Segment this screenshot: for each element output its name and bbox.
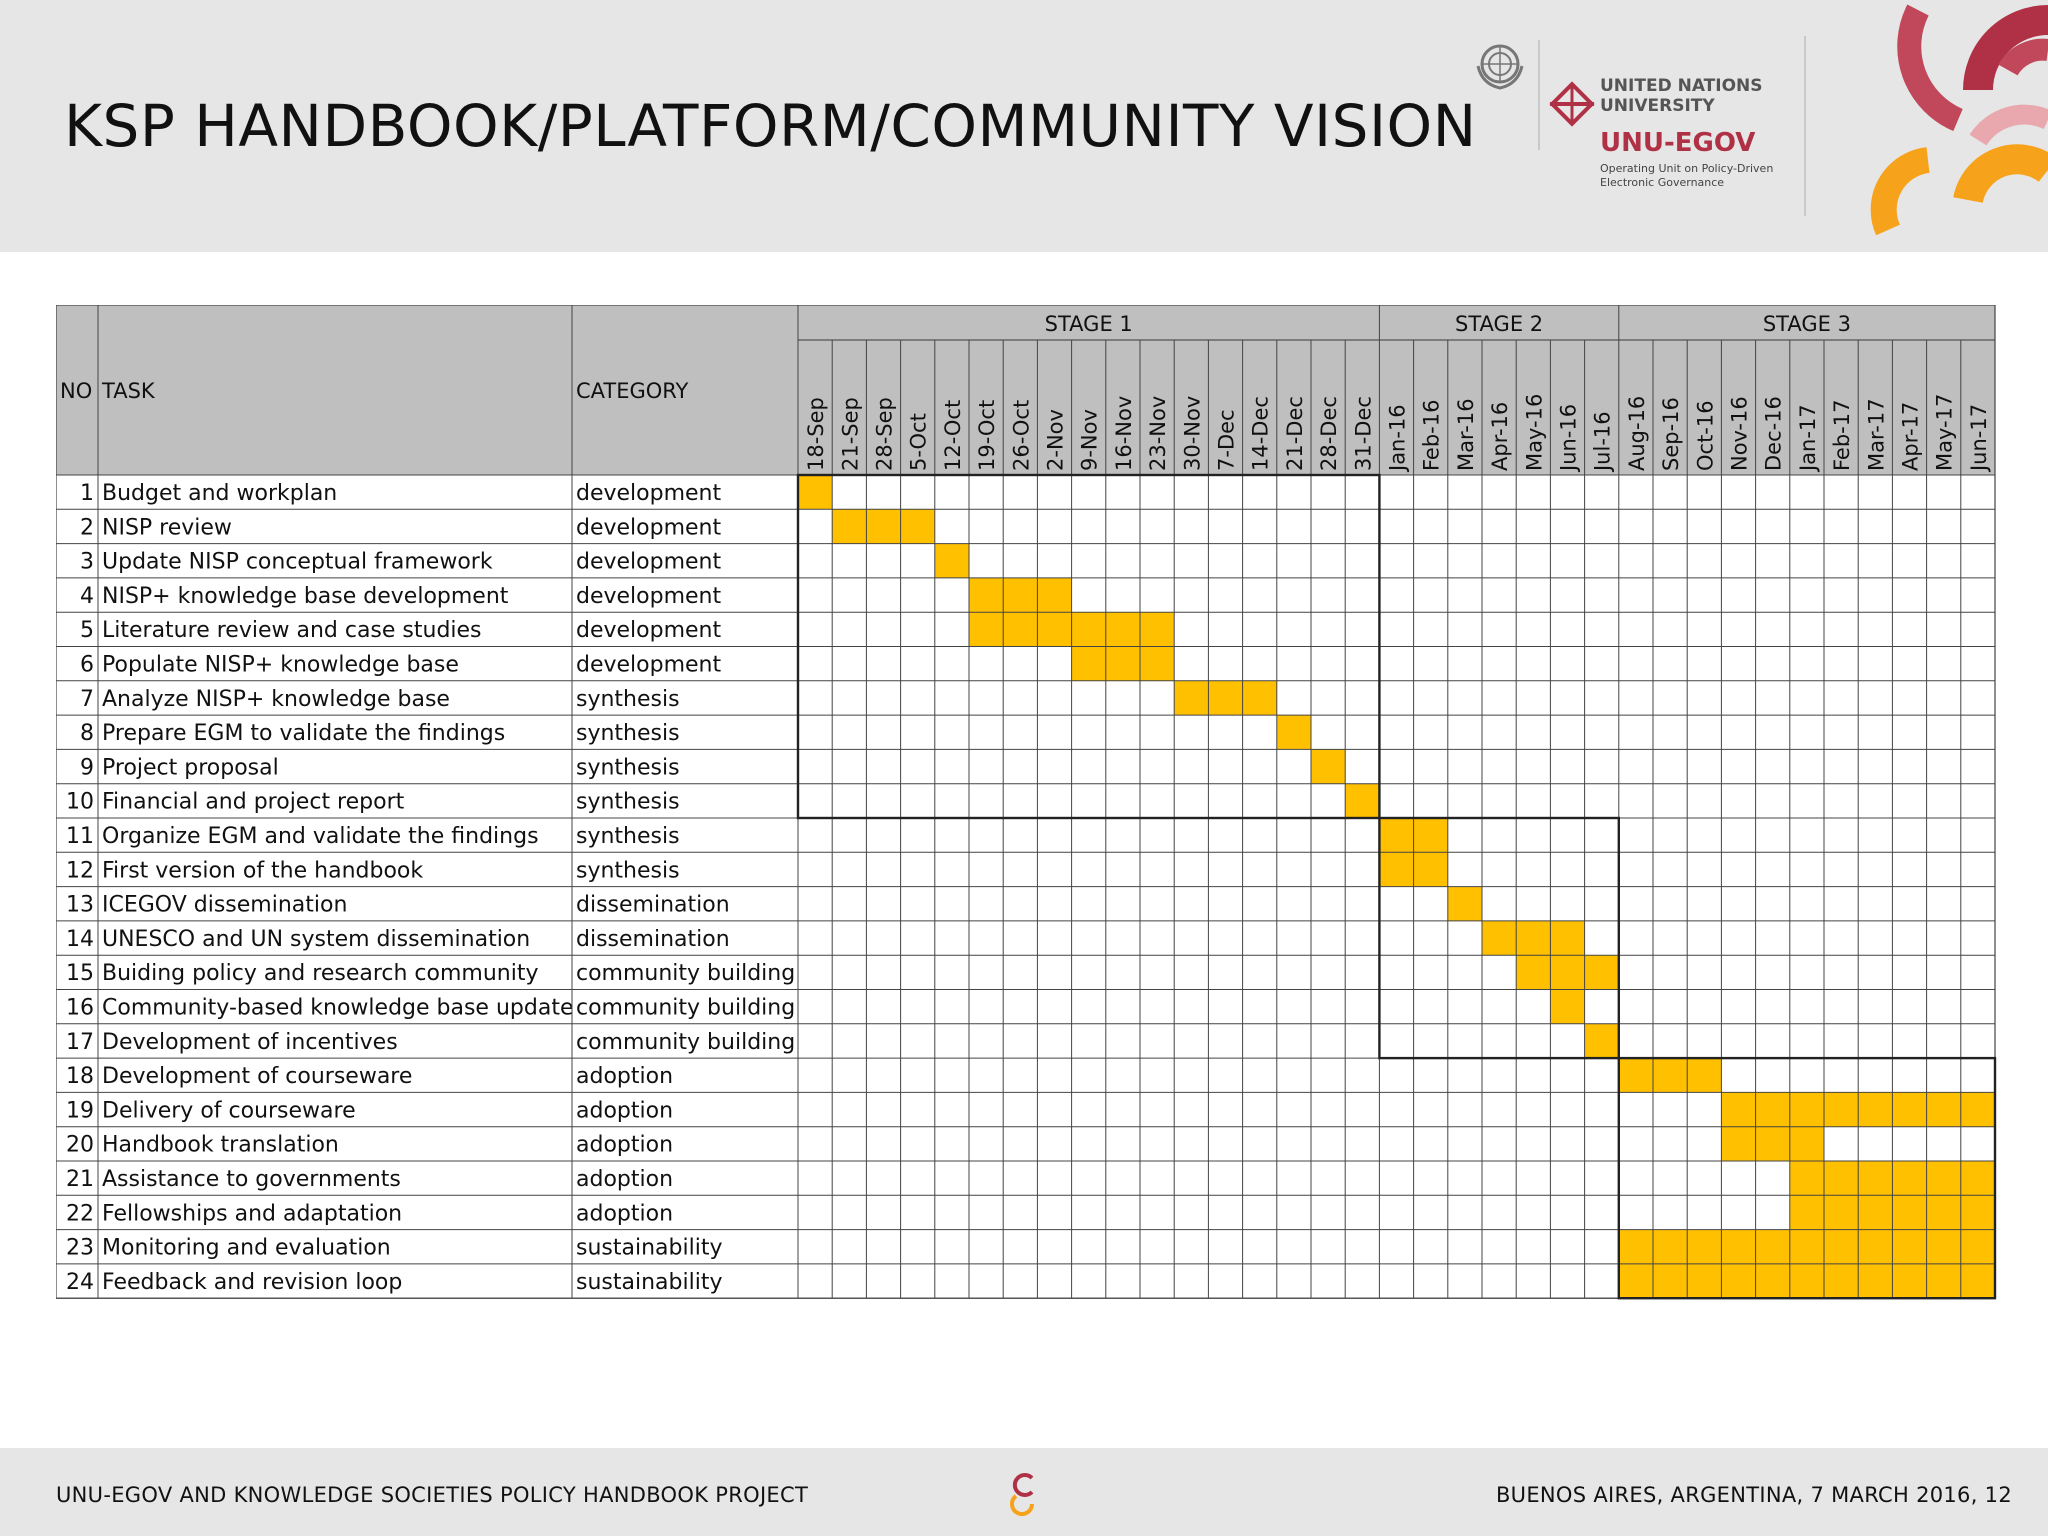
row-category: community building (576, 995, 796, 1021)
row-category: adoption (576, 1098, 674, 1124)
gantt-active-cell (1379, 852, 1413, 886)
gantt-active-cell (935, 544, 969, 578)
row-task: Budget and workplan (102, 481, 338, 506)
gantt-active-cell (1756, 1127, 1790, 1161)
gantt-active-cell (1892, 1230, 1926, 1264)
gantt-active-cell (1721, 1230, 1755, 1264)
unu-egov-logo (1470, 30, 1830, 220)
gantt-active-cell (1140, 612, 1174, 646)
slide-footer (0, 1448, 2048, 1536)
gantt-active-cell (1824, 1264, 1858, 1298)
gantt-active-cell (1379, 818, 1413, 852)
gantt-active-cell (1721, 1092, 1755, 1126)
row-number: 10 (66, 789, 94, 815)
period-header: 2-Nov (1043, 409, 1068, 471)
egov-mark-icon (1008, 1466, 1040, 1518)
row-number: 4 (80, 583, 94, 609)
period-header: 21-Dec (1282, 396, 1307, 471)
row-number: 17 (66, 1029, 94, 1055)
gantt-active-cell (1927, 1264, 1961, 1298)
row-category: adoption (576, 1167, 674, 1192)
row-category: adoption (576, 1201, 674, 1227)
column-header-task: TASK (102, 379, 155, 403)
gantt-active-cell (1721, 1127, 1755, 1161)
row-number: 11 (66, 824, 94, 849)
stage-header: STAGE 2 (1455, 312, 1544, 336)
gantt-active-cell (1243, 681, 1277, 715)
gantt-active-cell (1824, 1195, 1858, 1229)
row-number: 22 (66, 1201, 94, 1227)
period-header: Feb-17 (1830, 399, 1855, 471)
header-divider (1804, 36, 1806, 216)
period-header: Apr-16 (1488, 401, 1513, 471)
period-header: May-17 (1932, 393, 1957, 471)
row-category: adoption (576, 1064, 674, 1090)
gantt-active-cell (1756, 1230, 1790, 1264)
gantt-active-cell (1858, 1161, 1892, 1195)
period-header: Apr-17 (1898, 401, 1923, 471)
period-header: Jan-16 (1385, 404, 1410, 471)
row-category: community building (576, 961, 796, 987)
row-number: 21 (66, 1167, 94, 1192)
gantt-active-cell (1790, 1092, 1824, 1126)
row-task: UNESCO and UN system dissemination (102, 926, 531, 952)
gantt-active-cell (1687, 1264, 1721, 1298)
gantt-active-cell (969, 612, 1003, 646)
period-header: 21-Sep (838, 397, 863, 471)
period-header: Mar-16 (1453, 398, 1478, 471)
stage-header: STAGE 1 (1044, 312, 1133, 336)
gantt-active-cell (1550, 921, 1584, 955)
period-header: Dec-16 (1761, 396, 1786, 471)
gantt-active-cell (1619, 1058, 1653, 1092)
gantt-active-cell (1927, 1195, 1961, 1229)
gantt-active-cell (1824, 1161, 1858, 1195)
period-header: Jul-16 (1590, 411, 1615, 471)
gantt-active-cell (1927, 1161, 1961, 1195)
row-task: Prepare EGM to validate the findings (102, 721, 506, 747)
gantt-active-cell (1961, 1161, 1995, 1195)
gantt-active-cell (1961, 1195, 1995, 1229)
gantt-active-cell (1858, 1092, 1892, 1126)
row-category: sustainability (576, 1269, 723, 1295)
slide-title: KSP HANDBOOK/PLATFORM/COMMUNITY VISION (64, 92, 1477, 160)
gantt-active-cell (1448, 887, 1482, 921)
period-header: 23-Nov (1146, 395, 1171, 471)
row-task: Monitoring and evaluation (102, 1235, 391, 1261)
row-category: synthesis (576, 858, 680, 884)
row-number: 19 (66, 1098, 94, 1124)
row-task: Handbook translation (102, 1132, 339, 1158)
gantt-active-cell (1585, 955, 1619, 989)
period-header: Mar-17 (1864, 398, 1889, 471)
gantt-active-cell (1961, 1230, 1995, 1264)
period-header: 14-Dec (1248, 396, 1273, 471)
row-category: synthesis (576, 721, 680, 747)
row-number: 3 (80, 549, 94, 575)
period-header: Nov-16 (1727, 396, 1752, 471)
row-task: Financial and project report (102, 789, 405, 815)
row-task: Feedback and revision loop (102, 1269, 403, 1295)
gantt-active-cell (1619, 1264, 1653, 1298)
period-header: Jan-17 (1795, 404, 1820, 471)
gantt-active-cell (1687, 1230, 1721, 1264)
gantt-active-cell (1961, 1264, 1995, 1298)
gantt-active-cell (1106, 647, 1140, 681)
period-header: Jun-16 (1556, 403, 1581, 471)
slide-header (0, 0, 2048, 252)
gantt-active-cell (1208, 681, 1242, 715)
gantt-active-cell (1072, 647, 1106, 681)
row-number: 20 (66, 1132, 94, 1158)
gantt-active-cell (866, 509, 900, 543)
gantt-active-cell (1619, 1230, 1653, 1264)
logo-divider (1538, 40, 1540, 150)
row-number: 23 (66, 1235, 94, 1261)
row-number: 24 (66, 1269, 94, 1295)
row-category: development (576, 583, 722, 609)
row-category: development (576, 515, 722, 541)
row-number: 14 (66, 926, 94, 952)
gantt-active-cell (1858, 1264, 1892, 1298)
gantt-active-cell (1961, 1092, 1995, 1126)
row-category: community building (576, 1029, 796, 1055)
row-number: 1 (80, 481, 94, 506)
gantt-active-cell (1414, 818, 1448, 852)
row-task: Fellowships and adaptation (102, 1201, 403, 1227)
row-category: synthesis (576, 789, 680, 815)
unu-egov-description: Operating Unit on Policy-Driven Electronic Governance (1600, 162, 1774, 189)
column-header-category: CATEGORY (576, 379, 689, 403)
gantt-active-cell (1927, 1230, 1961, 1264)
footer-project-title: UNU-EGOV AND KNOWLEDGE SOCIETIES POLICY HANDBOOK PROJECT (56, 1483, 809, 1507)
row-number: 16 (66, 995, 94, 1021)
brand-arcs-icon (1858, 0, 2048, 252)
stage-header: STAGE 3 (1762, 312, 1851, 336)
un-emblem-icon (1472, 36, 1528, 92)
gantt-active-cell (1756, 1264, 1790, 1298)
gantt-active-cell (1824, 1092, 1858, 1126)
row-task: Analyze NISP+ knowledge base (102, 686, 450, 712)
row-task: NISP review (102, 515, 232, 541)
row-task: Development of incentives (102, 1029, 398, 1055)
gantt-active-cell (1037, 578, 1071, 612)
gantt-active-cell (1550, 990, 1584, 1024)
gantt-chart (56, 305, 2006, 1305)
row-category: development (576, 481, 722, 506)
row-number: 18 (66, 1064, 94, 1090)
gantt-active-cell (1824, 1230, 1858, 1264)
row-task: Assistance to governments (102, 1167, 401, 1192)
gantt-active-cell (832, 509, 866, 543)
period-header: 31-Dec (1351, 396, 1376, 471)
gantt-active-cell (1414, 852, 1448, 886)
row-category: development (576, 652, 722, 678)
gantt-active-cell (1653, 1264, 1687, 1298)
row-task: ICEGOV dissemination (102, 892, 348, 918)
row-task: Delivery of courseware (102, 1098, 356, 1124)
gantt-active-cell (1858, 1230, 1892, 1264)
period-header: 16-Nov (1111, 395, 1136, 471)
gantt-active-cell (1927, 1092, 1961, 1126)
period-header: 30-Nov (1180, 395, 1205, 471)
period-header: 26-Oct (1009, 399, 1034, 471)
gantt-active-cell (1756, 1092, 1790, 1126)
row-task: Literature review and case studies (102, 618, 482, 644)
gantt-active-cell (1858, 1195, 1892, 1229)
row-category: dissemination (576, 892, 730, 918)
period-header: Feb-16 (1419, 399, 1444, 471)
gantt-active-cell (901, 509, 935, 543)
gantt-active-cell (1003, 578, 1037, 612)
row-number: 6 (80, 652, 94, 678)
row-category: synthesis (576, 755, 680, 781)
row-task: Update NISP conceptual framework (102, 549, 493, 575)
gantt-active-cell (1790, 1230, 1824, 1264)
row-number: 7 (80, 686, 94, 712)
gantt-active-cell (1072, 612, 1106, 646)
gantt-table (56, 305, 2006, 1310)
row-number: 12 (66, 858, 94, 884)
unu-org-name: UNITED NATIONS UNIVERSITY (1600, 76, 1763, 116)
row-task: Populate NISP+ knowledge base (102, 652, 459, 678)
gantt-active-cell (1550, 955, 1584, 989)
gantt-active-cell (1687, 1058, 1721, 1092)
period-header: 18-Sep (804, 397, 829, 471)
gantt-active-cell (1516, 955, 1550, 989)
gantt-active-cell (969, 578, 1003, 612)
gantt-active-cell (1585, 1024, 1619, 1058)
gantt-active-cell (798, 475, 832, 509)
gantt-active-cell (1037, 612, 1071, 646)
gantt-active-cell (1790, 1195, 1824, 1229)
row-category: synthesis (576, 824, 680, 849)
period-header: Jun-17 (1966, 403, 1991, 471)
row-number: 13 (66, 892, 94, 918)
gantt-active-cell (1653, 1058, 1687, 1092)
unu-egov-name: UNU-EGOV (1600, 128, 1756, 158)
gantt-active-cell (1174, 681, 1208, 715)
row-category: development (576, 618, 722, 644)
row-task: NISP+ knowledge base development (102, 583, 509, 609)
gantt-active-cell (1003, 612, 1037, 646)
row-category: dissemination (576, 926, 730, 952)
gantt-active-cell (1892, 1264, 1926, 1298)
row-number: 8 (80, 721, 94, 747)
gantt-active-cell (1653, 1230, 1687, 1264)
period-header: 19-Oct (975, 399, 1000, 471)
gantt-active-cell (1516, 921, 1550, 955)
period-header: May-16 (1522, 393, 1547, 471)
row-number: 15 (66, 961, 94, 987)
row-task: Organize EGM and validate the findings (102, 824, 539, 849)
gantt-active-cell (1790, 1161, 1824, 1195)
row-task: Development of courseware (102, 1064, 413, 1090)
period-header: Sep-16 (1659, 397, 1684, 471)
period-header: 28-Sep (872, 397, 897, 471)
gantt-active-cell (1892, 1161, 1926, 1195)
gantt-active-cell (1482, 921, 1516, 955)
period-header: 5-Oct (906, 413, 931, 471)
gantt-active-cell (1140, 647, 1174, 681)
row-task: First version of the handbook (102, 858, 424, 884)
unu-mark-icon (1546, 78, 1598, 130)
column-header-no: NO (60, 379, 93, 403)
gantt-active-cell (1892, 1195, 1926, 1229)
row-number: 5 (80, 618, 94, 644)
row-task: Buiding policy and research community (102, 961, 539, 987)
row-category: synthesis (576, 686, 680, 712)
gantt-active-cell (1721, 1264, 1755, 1298)
row-task: Project proposal (102, 755, 279, 781)
gantt-active-cell (1892, 1092, 1926, 1126)
row-category: development (576, 549, 722, 575)
row-number: 2 (80, 515, 94, 541)
period-header: 9-Nov (1077, 409, 1102, 471)
row-task: Community-based knowledge base update (102, 995, 574, 1021)
row-number: 9 (80, 755, 94, 781)
footer-location-date: BUENOS AIRES, ARGENTINA, 7 MARCH 2016, 12 (1495, 1483, 2012, 1507)
gantt-active-cell (1311, 749, 1345, 783)
period-header: Oct-16 (1693, 400, 1718, 471)
gantt-active-cell (1345, 784, 1379, 818)
period-header: 12-Oct (940, 399, 965, 471)
gantt-active-cell (1277, 715, 1311, 749)
gantt-active-cell (1790, 1127, 1824, 1161)
period-header: 7-Dec (1214, 409, 1239, 471)
period-header: Aug-16 (1624, 395, 1649, 471)
gantt-active-cell (1106, 612, 1140, 646)
gantt-active-cell (1790, 1264, 1824, 1298)
row-category: adoption (576, 1132, 674, 1158)
row-category: sustainability (576, 1235, 723, 1261)
period-header: 28-Dec (1317, 396, 1342, 471)
